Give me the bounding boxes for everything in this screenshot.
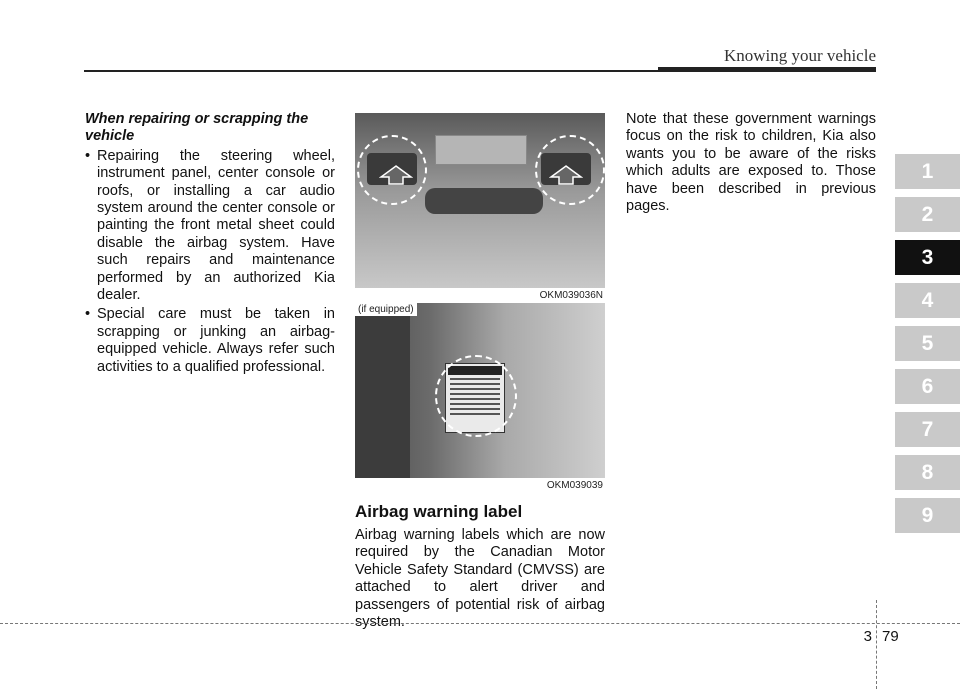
- chapter-tab-8[interactable]: 8: [895, 455, 960, 490]
- if-equipped-badge: (if equipped): [355, 303, 417, 316]
- rearview-mirror: [425, 188, 543, 214]
- overhead-light: [435, 135, 527, 165]
- chapter-tab-9[interactable]: 9: [895, 498, 960, 533]
- footer-divider: [876, 600, 877, 689]
- figure-code: OKM039036N: [355, 288, 605, 303]
- door-pillar: [355, 303, 410, 478]
- chapter-tab-1[interactable]: 1: [895, 154, 960, 189]
- figure-code: OKM039039: [355, 478, 605, 493]
- bullet-list: [85, 148, 335, 376]
- page-number: 79: [882, 628, 899, 645]
- chapter-number: 3: [863, 628, 872, 645]
- door-pillar-photo: [355, 303, 605, 478]
- sun-visor-photo: [355, 113, 605, 288]
- right-column-text: Note that these government warnings focus on the risk to children, Kia also wants you to be aware of the risks which adults are exposed to. Those have been described in previous pages.: [626, 111, 876, 215]
- up-arrow-icon: [379, 165, 413, 185]
- chapter-tab-2[interactable]: 2: [895, 197, 960, 232]
- header-rule-accent: [658, 67, 876, 72]
- bullet-item: • Repairing the steering wheel, instrument panel, center console or roofs, or installing a car audio system around the center console or painting the front metal sheet could disable the airbag system. Have such repairs and maintenance performed by an authorized Kia dealer.: [85, 148, 335, 305]
- section-body: Airbag warning labels which are now required by the Canadian Motor Vehicle Safety Standard (CMVSS) are attached to alert driver and passengers of potential risk of airbag system.: [355, 527, 605, 631]
- middle-column: [355, 113, 605, 631]
- chapter-tab-5[interactable]: 5: [895, 326, 960, 361]
- label-highlight-circle: [435, 355, 517, 437]
- chapter-tab-7[interactable]: 7: [895, 412, 960, 447]
- footer-rule: [0, 623, 960, 624]
- section-title: Airbag warning label: [355, 502, 523, 521]
- left-column: [85, 111, 335, 378]
- up-arrow-icon: [549, 165, 583, 185]
- chapter-tab-6[interactable]: 6: [895, 369, 960, 404]
- chapter-tab-3[interactable]: 3: [895, 240, 960, 275]
- page-header-title: Knowing your vehicle: [723, 46, 876, 65]
- chapter-tabs: [895, 154, 960, 541]
- chapter-tab-4[interactable]: 4: [895, 283, 960, 318]
- bullet-item: • Special care must be taken in scrapping or junking an airbag-equipped vehicle. Always refer such activities to a qualified professional.: [85, 306, 335, 376]
- subheading: When repairing or scrapping the vehicle: [85, 111, 309, 145]
